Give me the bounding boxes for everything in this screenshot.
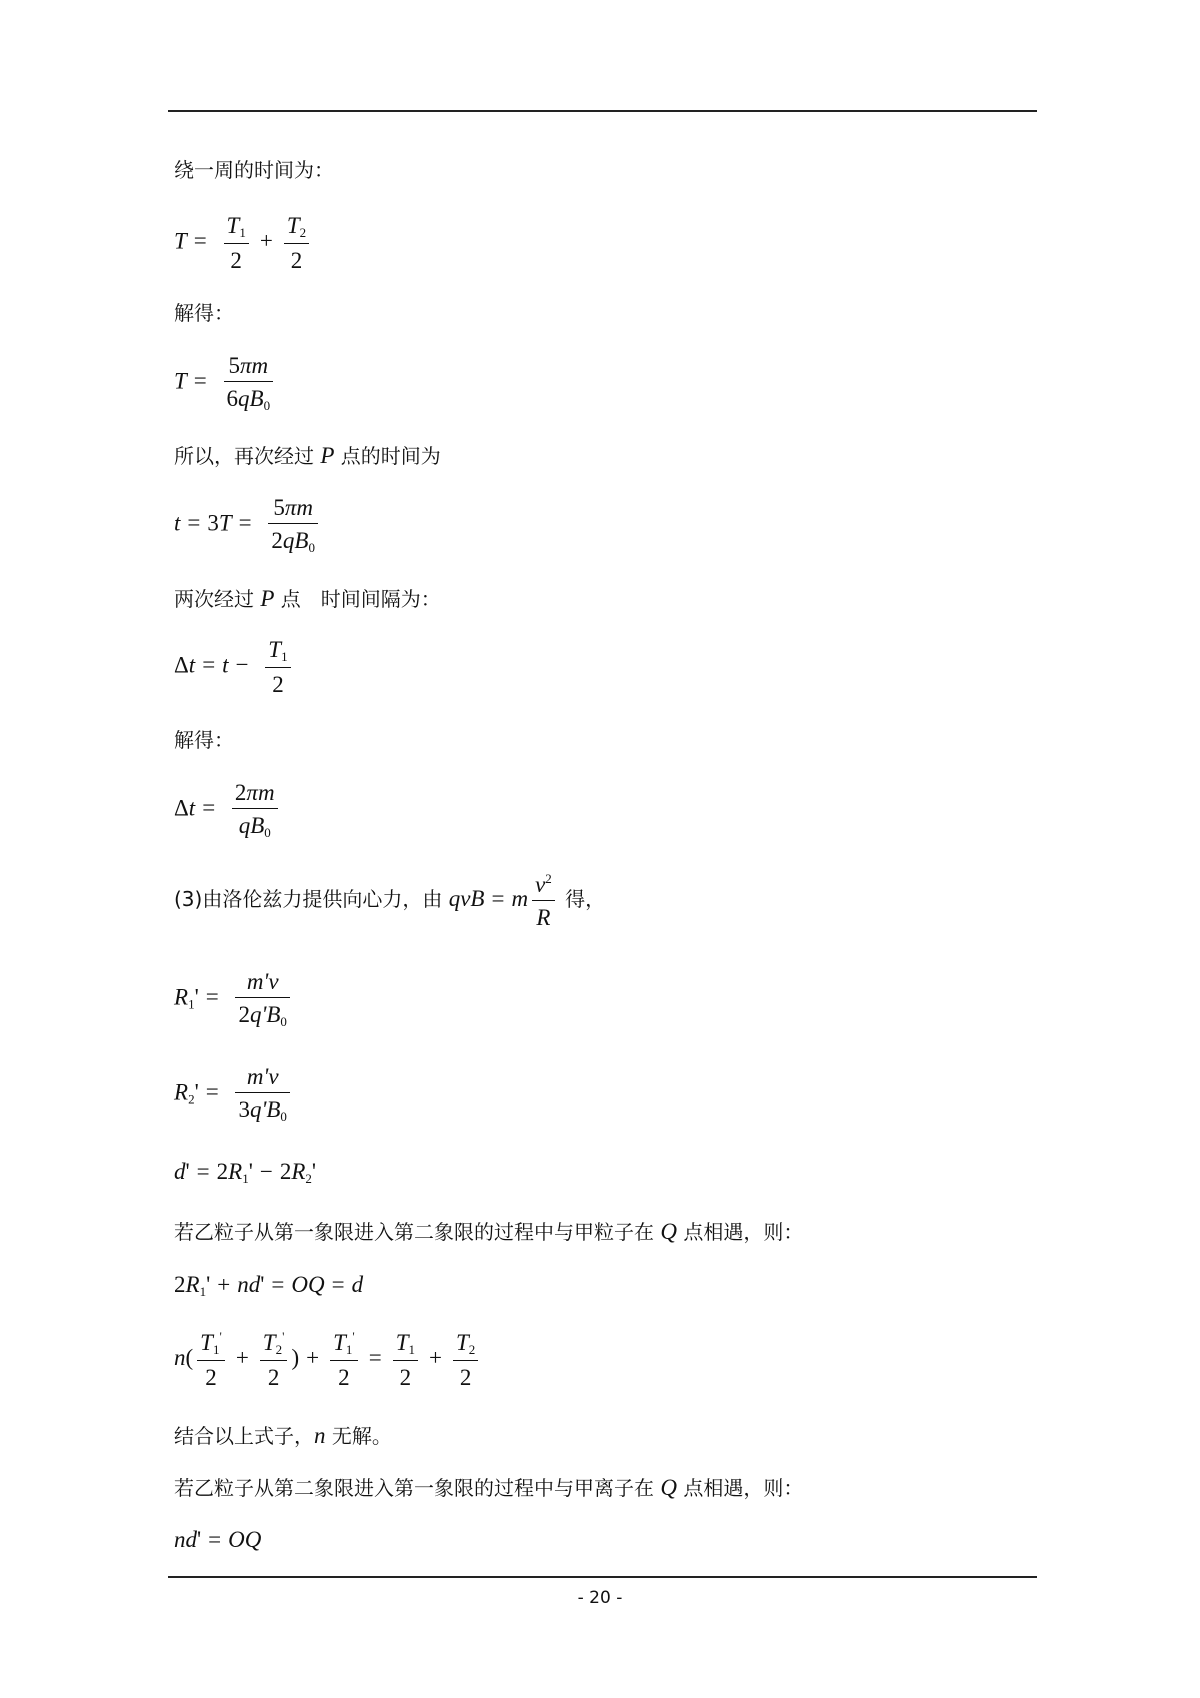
text-line: 解得： bbox=[174, 728, 234, 752]
page-number: - 20 - bbox=[577, 1588, 623, 1608]
footer-rule bbox=[168, 1576, 1037, 1578]
equation-meet-1: $2R_1' + nd'$ = OQ = d bbox=[174, 1272, 364, 1299]
text-line: 若乙粒子从第一象限进入第二象限的过程中与甲粒子在 Q 点相遇，则： bbox=[174, 1219, 804, 1244]
equation-period-result: T = $\frac{5\pi m}{6qB_0}$ bbox=[174, 354, 277, 412]
text-line: 解得： bbox=[174, 301, 234, 325]
equation-interval-result: Δt = $\frac{2\pi m}{qB_0}$ bbox=[174, 781, 282, 839]
text-line: (3)由洛伦兹力提供向心力，由 qvB = m $\frac{v^2}{R}$ 得， bbox=[174, 871, 606, 930]
equation-meet-2: n( $\frac{T_1'}{2}$ + $\frac{T_2'}{2}$ ) + $\frac{T_1'}{2}$ = $\frac{T_1}{2}$ + $\frac{T_2}{2}$ bbox=[174, 1330, 482, 1389]
equation-distance: $d' = 2R_1' - 2R_2'$ bbox=[174, 1159, 317, 1186]
text-line: 所以，再次经过 P 点的时间为 bbox=[174, 443, 441, 468]
text-line: 两次经过 P 点 时间间隔为： bbox=[174, 586, 441, 611]
header-rule bbox=[168, 110, 1037, 112]
equation-time: t = 3T = $\frac{5\pi m}{2qB_0}$ bbox=[174, 496, 322, 554]
equation-period: T = $\frac{T_1}{2}$ + $\frac{T_2}{2}$ bbox=[174, 214, 313, 272]
text-line: 若乙粒子从第二象限进入第一象限的过程中与甲离子在 Q 点相遇，则： bbox=[174, 1475, 804, 1500]
equation-radius-1: $R_1'$ = $\frac{m'v}{2q'B_0}$ bbox=[174, 970, 294, 1028]
text-line: 结合以上式子，n 无解。 bbox=[174, 1423, 392, 1448]
equation-interval: Δt = t − $\frac{T_1}{2}$ bbox=[174, 638, 295, 696]
equation-radius-2: $R_2'$ = $\frac{m'v}{3q'B_0}$ bbox=[174, 1065, 294, 1123]
equation-meet-3: nd' = OQ bbox=[174, 1527, 262, 1552]
text-line: 绕一周的时间为： bbox=[174, 158, 334, 182]
